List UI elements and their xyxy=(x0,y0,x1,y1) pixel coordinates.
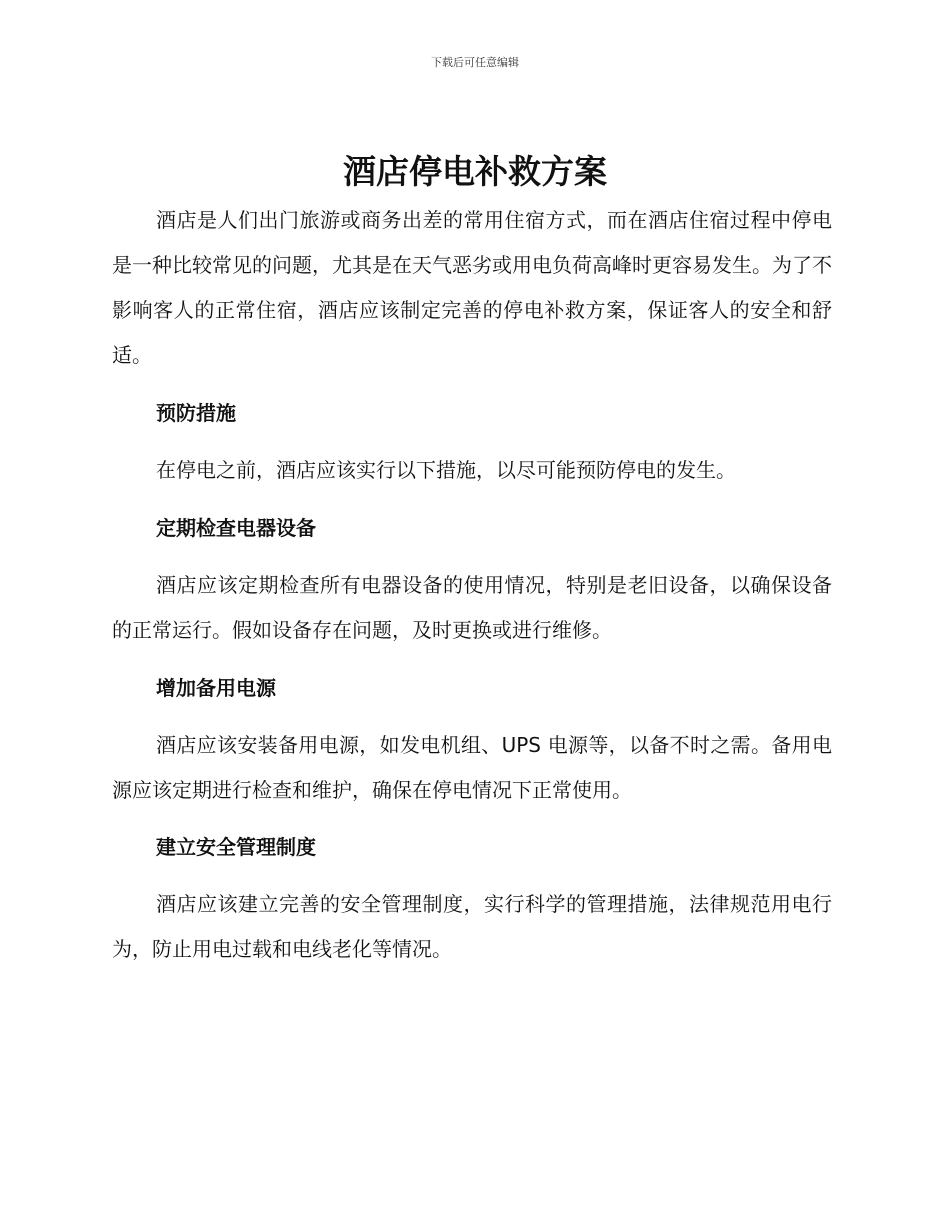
intro-paragraph: 酒店是人们出门旅游或商务出差的常用住宿方式，而在酒店住宿过程中停电是一种比较常见的问题，尤其是在天气恶劣或用电负荷高峰时更容易发生。为了不影响客人的正常住宿，酒店应该制定完善的停电补救方案，保证客人的安全和舒适。 xyxy=(112,208,832,367)
section-heading-inspection: 定期检查电器设备 xyxy=(156,516,316,540)
section-heading-prevention: 预防措施 xyxy=(156,401,236,425)
section-text-backup-power: 酒店应该安装备用电源，如发电机组、UPS 电源等，以备不时之需。备用电源应该定期进行检查和维护，确保在停电情况下正常使用。 xyxy=(112,733,832,802)
header-note: 下载后可任意编辑 xyxy=(431,56,519,69)
section-text-safety-management: 酒店应该建立完善的安全管理制度，实行科学的管理措施，法律规范用电行为，防止用电过载和电线老化等情况。 xyxy=(112,892,832,961)
document-title: 酒店停电补救方案 xyxy=(343,152,607,191)
section-heading-safety-management: 建立安全管理制度 xyxy=(156,835,316,859)
section-text-inspection: 酒店应该定期检查所有电器设备的使用情况，特别是老旧设备，以确保设备的正常运行。假如设备存在问题，及时更换或进行维修。 xyxy=(112,573,832,642)
section-heading-backup-power: 增加备用电源 xyxy=(156,676,276,700)
section-text-prevention: 在停电之前，酒店应该实行以下措施，以尽可能预防停电的发生。 xyxy=(156,458,736,482)
